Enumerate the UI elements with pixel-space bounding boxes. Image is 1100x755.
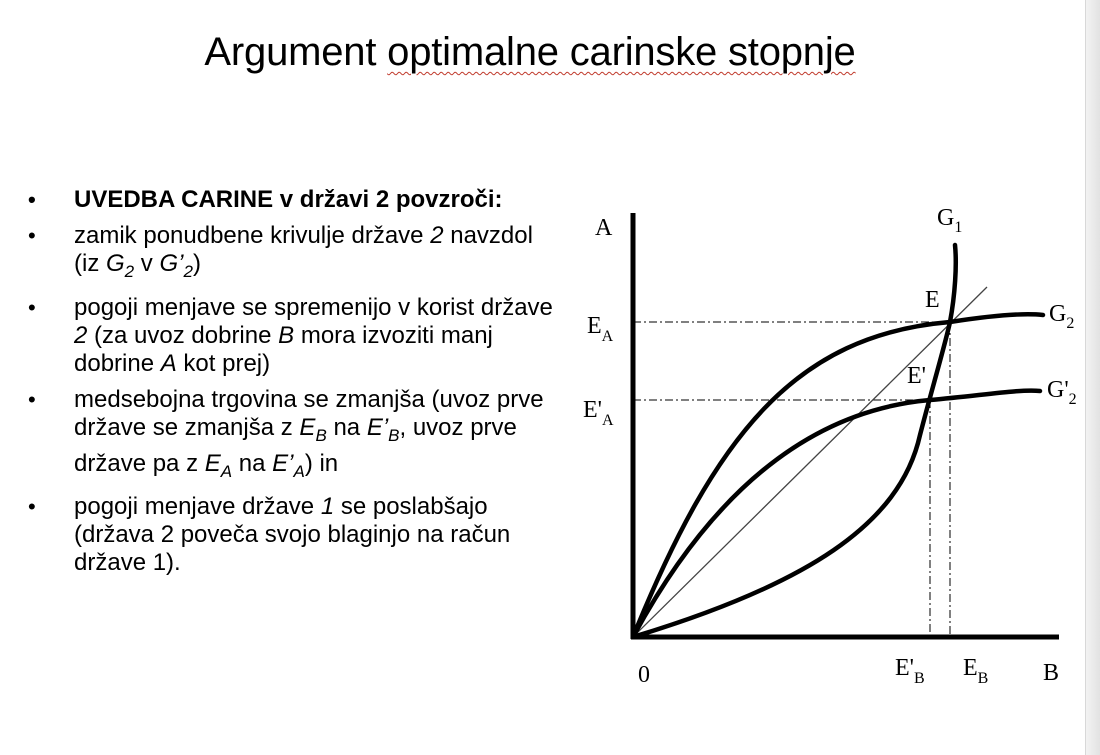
origin-label: 0 (638, 662, 650, 688)
slide-title (0, 30, 1060, 75)
bullet-text: navzdol (iz (74, 222, 533, 277)
bullet-text: E (204, 449, 221, 477)
label-point-e: E (925, 287, 940, 313)
bullet-text: pogoji menjave države (74, 493, 321, 521)
bullet-text: mora izvoziti manj dobrine (74, 321, 493, 377)
bullet-text: ) in (304, 449, 339, 477)
bullet-item (28, 386, 558, 486)
bullet-text: UVEDBA CARINE v državi 2 povzroči: (74, 186, 503, 213)
bullet-text: E’ (272, 449, 294, 477)
bullet-text: kot prej) (176, 349, 271, 377)
bullet-list (28, 186, 558, 585)
subscript-text: A (293, 461, 305, 481)
curve-g2 (633, 314, 1043, 637)
bullet-item (28, 294, 558, 378)
bullet-item (28, 186, 558, 214)
bullet-text: E (299, 413, 316, 441)
bullet-text: v (134, 250, 160, 277)
curve-g1 (633, 245, 956, 637)
terms-of-trade-ray (633, 287, 987, 637)
subscript-text: 2 (183, 261, 193, 281)
bullet-text: 2 (74, 321, 88, 349)
subscript-text: B (315, 425, 327, 445)
offer-curve-diagram (565, 195, 1095, 705)
bullet-text: pogoji menjave se spremenijo v korist države (74, 293, 553, 321)
bullet-text: medsebojna trgovina se zmanjša (uvoz prve države se zmanjša z (74, 385, 544, 441)
bullet-text: zamik ponudbene krivulje države (74, 222, 431, 249)
subscript-text: A (220, 461, 233, 481)
bullet-item (28, 222, 558, 286)
label-g1: $G_1$ (937, 205, 963, 236)
title-spellcheck-words: optimalne carinske stopnje (387, 30, 856, 74)
bullet-text: B (278, 321, 295, 349)
label-point-e-prime: E' (907, 363, 926, 389)
bullet-text: na (232, 449, 273, 477)
bullet-text: G (106, 250, 125, 277)
bullet-text: na (326, 413, 367, 441)
label-g2-prime: $G'_2$ (1047, 377, 1077, 408)
bullet-text: se poslabšajo (država 2 poveča svojo blaginjo na račun države 1). (74, 493, 511, 577)
x-axis-label: B (1043, 660, 1060, 686)
label-e-prime-b: $E'_B$ (895, 655, 925, 687)
bullet-text: E’ (366, 413, 389, 441)
label-g2: $G_2$ (1049, 301, 1075, 332)
label-ea: $E_A$ (587, 313, 614, 345)
subscript-text: B (388, 425, 400, 445)
curve-g2-prime (633, 391, 1040, 637)
subscript-text: 2 (124, 261, 135, 281)
bullet-text: G’ (159, 250, 184, 277)
bullet-text: (za uvoz dobrine (87, 321, 279, 349)
bullet-text: , uvoz prve države pa z (74, 413, 517, 477)
y-axis-label: A (595, 215, 613, 241)
bullet-text: 2 (430, 222, 444, 249)
bullet-text: 1 (320, 493, 335, 521)
label-e-prime-a: $E'_A$ (583, 397, 614, 429)
bullet-text: ) (192, 250, 201, 277)
bullet-text: A (160, 349, 177, 377)
label-eb: $E_B$ (963, 655, 989, 687)
bullet-item (28, 493, 558, 577)
title-word-argument: Argument (204, 30, 377, 74)
